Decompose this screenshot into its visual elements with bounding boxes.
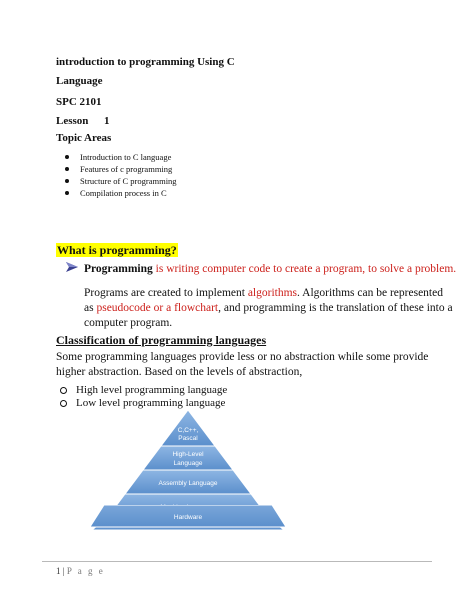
footer-separator: | <box>62 566 65 576</box>
doc-title-line2: Language <box>56 75 103 87</box>
bullet-dot-icon <box>65 167 69 171</box>
classification-heading: Classification of programming languages <box>56 333 267 347</box>
topic-item: Introduction to C language <box>56 151 177 163</box>
pyramid-label-1: C,C++, <box>177 427 199 434</box>
circle-bullet-icon <box>60 400 67 407</box>
what-is-programming-heading: What is programming? <box>57 243 177 257</box>
lesson-label: Lesson <box>56 115 89 127</box>
bullet-dot-icon <box>65 191 69 195</box>
doc-title-line1: introduction to programming Using C <box>56 56 235 68</box>
topic-heading: Topic Areas <box>56 132 112 144</box>
bullet-dot-icon <box>65 179 69 183</box>
circle-bullet-icon <box>60 387 67 394</box>
definition-line: Programming is writing computer code to create a program, to solve a problem. <box>66 262 456 277</box>
page-number: 1 <box>56 566 61 576</box>
algorithms-paragraph: Programs are created to implement algorithms. Algorithms can be represented as pseudocode or a flowchart, and programming is the translation of these into a computer program. <box>84 287 453 329</box>
topic-item: Structure of C programming <box>56 175 177 187</box>
lesson-number: 1 <box>104 115 110 127</box>
pyramid-label-1b: Pascal <box>178 435 198 442</box>
level-item: High level programming language <box>56 384 227 397</box>
topic-item: Features of c programming <box>56 163 177 175</box>
pyramid-label-2: High-Level <box>172 451 204 458</box>
level-item: Low level programming language <box>56 397 227 410</box>
pyramid-label-3: Assembly Language <box>158 480 218 487</box>
topic-list <box>56 151 177 199</box>
pyramid-label-5: Hardware <box>173 514 203 521</box>
page-label: P a g e <box>66 566 105 576</box>
course-code: SPC 2101 <box>56 96 102 108</box>
topic-item: Compilation process in C <box>56 187 177 199</box>
pyramid-label-2b: Language <box>173 460 203 467</box>
levels-list <box>56 384 227 410</box>
footer-divider <box>42 561 432 562</box>
bullet-dot-icon <box>65 155 69 159</box>
pyramid-base <box>88 505 288 529</box>
page-footer <box>56 566 105 576</box>
abstraction-paragraph: Some programming languages provide less or no abstraction while some provide higher abstraction. Based on the levels of abstraction, <box>56 351 429 378</box>
arrow-bullet-icon <box>66 262 78 277</box>
